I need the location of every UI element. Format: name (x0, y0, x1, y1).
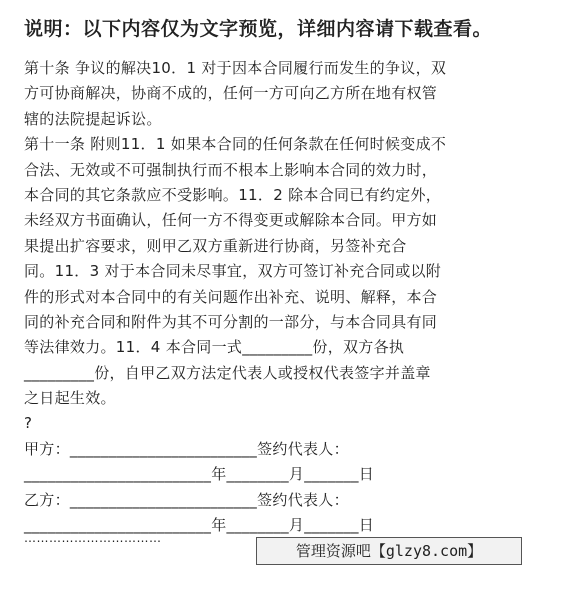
text-line: 合法、无效或不可强制执行而不根本上影响本合同的效力时， (24, 160, 438, 179)
text-line: 第十条 争议的解决10．1 对于因本合同履行而发生的争议，双 (24, 59, 447, 77)
date-line-party-a: ________________________年________月_______日 (24, 465, 375, 484)
source-link-button[interactable]: 管理资源吧【glzy8.com】 (256, 537, 522, 565)
text-line: 同。11．3 对于本合同未尽事宜，双方可签订补充合同或以附 (24, 262, 442, 281)
preview-notice: 说明：以下内容仅为文字预览，详细内容请下载查看。 (24, 18, 493, 40)
text-line: 第十一条 附则11．1 如果本合同的任何条款在任何时候变成不 (24, 135, 447, 154)
text-line: ? (24, 414, 33, 433)
text-line: 之日起生效。 (24, 389, 116, 408)
text-line: 方可协商解决，协商不成的，任何一方可向乙方所在地有权管 (24, 84, 438, 103)
text-line: 件的形式对本合同中的有关问题作出补充、说明、解释，本合 (24, 287, 438, 306)
text-line: 本合同的其它条款应不受影响。11．2 除本合同已有约定外， (24, 185, 442, 204)
text-line: 果提出扩容要求，则甲乙双方重新进行协商，另签补充合 (24, 236, 407, 255)
text-line: _________份，自甲乙双方法定代表人或授权代表签字并盖章 (24, 363, 431, 382)
ellipsis-dots: …………………………… (24, 531, 162, 545)
date-line-party-b: ________________________年________月_______日 (24, 516, 375, 535)
signature-line-party-b: 乙方：________________________签约代表人： (24, 490, 349, 509)
contract-text (24, 56, 554, 538)
text-line: 未经双方书面确认，任何一方不得变更或解除本合同。甲方如 (24, 211, 438, 230)
signature-line-party-a: 甲方：________________________签约代表人： (24, 439, 349, 458)
text-line: 同的补充合同和附件为其不可分割的一部分，与本合同具有同 (24, 312, 438, 331)
text-line: 等法律效力。11．4 本合同一式_________份，双方各执 (24, 338, 405, 357)
text-line: 辖的法院提起诉讼。 (24, 109, 162, 128)
